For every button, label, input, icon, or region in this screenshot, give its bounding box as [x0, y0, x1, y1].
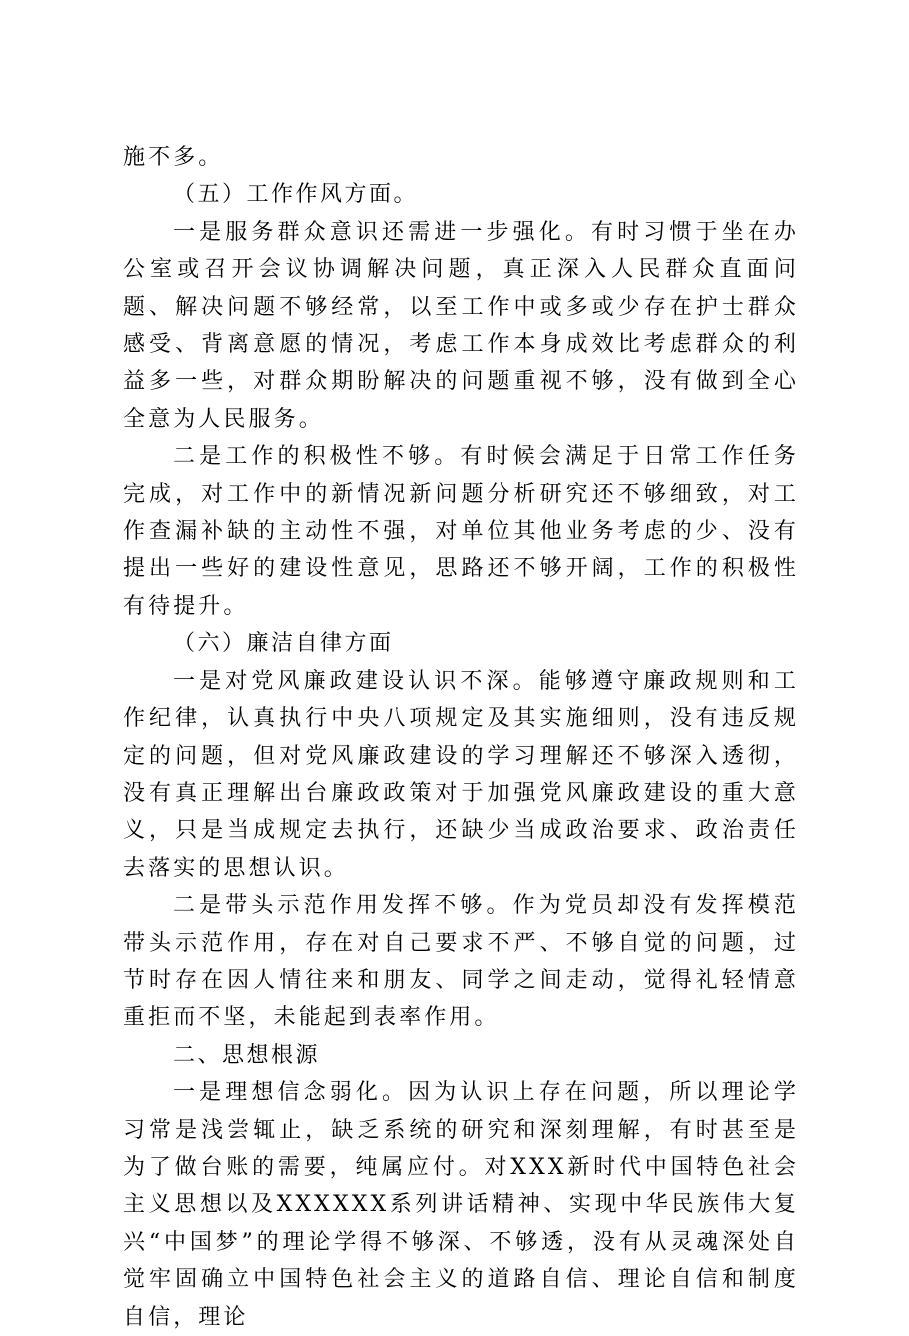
section-heading-work-style: （五）工作作风方面。 — [173, 182, 419, 208]
paragraph-service-awareness: 一是服务群众意识还需进一步强化。有时习惯于坐在办公室或召开会议协调解决问题，真正深入人民群众直面问题、解决问题不够经常，以至工作中或多或少存在护士群众感受、背离意愿的情况，考虑工作本身成效比考虑群众的利益多一些，对群众期盼解决的问题重视不够，没有做到全心全意为人民服务。 — [123, 219, 799, 432]
paragraph-ideals-beliefs: 一是理想信念弱化。因为认识上存在问题，所以理论学习常是浅尝辄止，缺乏系统的研究和深刻理解，有时甚至是为了做台账的需要，纯属应付。对XXX新时代中国特色社会主义思想以及XXXXXX系列讲话精神、实现中华民族伟大复兴“中国梦”的理论学得不够深、不够透，没有从灵魂深处自觉牢固确立中国特色社会主义的道路自信、理论自信和制度自信，理论 — [123, 1080, 799, 1330]
section-heading-integrity: （六）廉洁自律方面 — [173, 631, 394, 657]
document-page — [123, 139, 799, 1336]
paragraph-continuation: 施不多。 — [123, 145, 224, 170]
paragraph-leading-example: 二是带头示范作用发挥不够。作为党员却没有发挥模范带头示范作用，存在对自己要求不严、不够自觉的问题，过节时存在因人情往来和朋友、同学之间走动，觉得礼轻情意重拒而不坚，未能起到表率作用。 — [123, 893, 799, 1031]
paragraph-work-initiative: 二是工作的积极性不够。有时候会满足于日常工作任务完成，对工作中的新情况新问题分析研究还不够细致，对工作查漏补缺的主动性不强，对单位其他业务考虑的少、没有提出一些好的建设性意见，思路还不够开阔，工作的积极性有待提升。 — [123, 444, 799, 619]
paragraph-integrity-awareness: 一是对党风廉政建设认识不深。能够遵守廉政规则和工作纪律，认真执行中央八项规定及其实施细则，没有违反规定的问题，但对党风廉政建设的学习理解还不够深入透彻，没有真正理解出台廉政政策对于加强党风廉政建设的重大意义，只是当成规定去执行，还缺少当成政治要求、政治责任去落实的思想认识。 — [123, 668, 799, 881]
section-heading-ideological-roots: 二、思想根源 — [173, 1042, 321, 1068]
